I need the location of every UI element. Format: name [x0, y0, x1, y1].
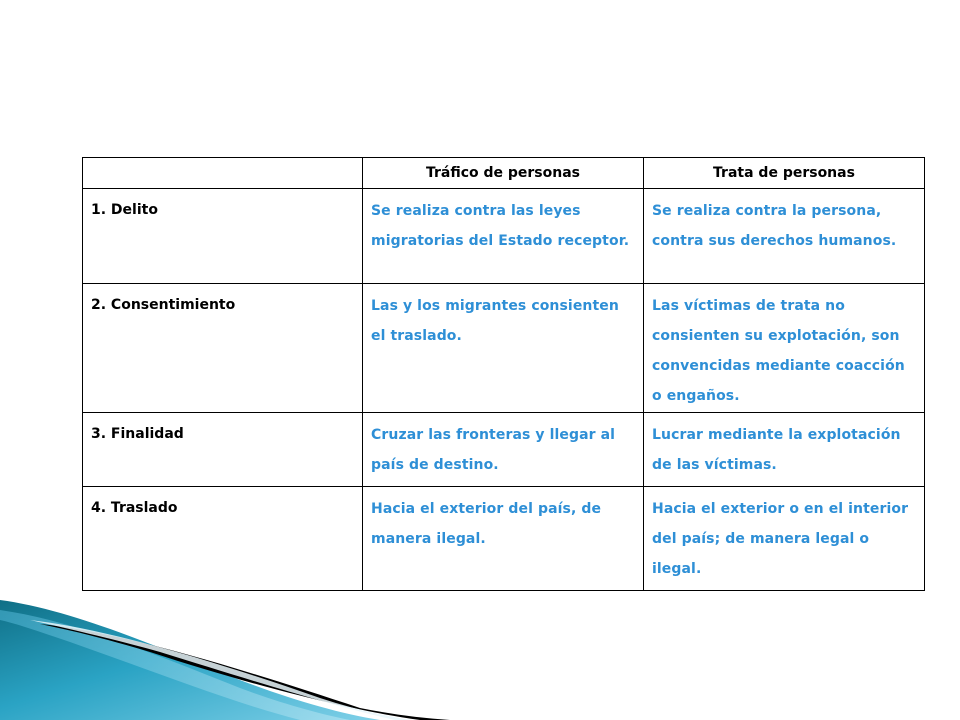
cell-trata: Lucrar mediante la explotación de las víctimas.	[644, 413, 925, 487]
table-row	[83, 413, 925, 487]
row-label: 1. Delito	[83, 189, 363, 284]
row-label: 3. Finalidad	[83, 413, 363, 487]
header-empty-cell	[83, 158, 363, 189]
row-label: 2. Consentimiento	[83, 284, 363, 413]
cell-trata: Se realiza contra la persona, contra sus derechos humanos.	[644, 189, 925, 284]
cell-trafico: Cruzar las fronteras y llegar al país de destino.	[363, 413, 644, 487]
header-trafico: Tráfico de personas	[363, 158, 644, 189]
table-row	[83, 189, 925, 284]
row-label: 4. Traslado	[83, 487, 363, 591]
cell-trafico: Las y los migrantes consienten el traslado.	[363, 284, 644, 413]
cell-trata: Hacia el exterior o en el interior del país; de manera legal o ilegal.	[644, 487, 925, 591]
cell-trafico: Hacia el exterior del país, de manera ilegal.	[363, 487, 644, 591]
cell-trafico: Se realiza contra las leyes migratorias del Estado receptor.	[363, 189, 644, 284]
table-row	[83, 284, 925, 413]
header-trata: Trata de personas	[644, 158, 925, 189]
table-row	[83, 487, 925, 591]
cell-trata: Las víctimas de trata no consienten su explotación, son convencidas mediante coacción o engaños.	[644, 284, 925, 413]
comparison-table	[82, 157, 925, 591]
table-header-row	[83, 158, 925, 189]
decorative-wave	[0, 590, 460, 720]
